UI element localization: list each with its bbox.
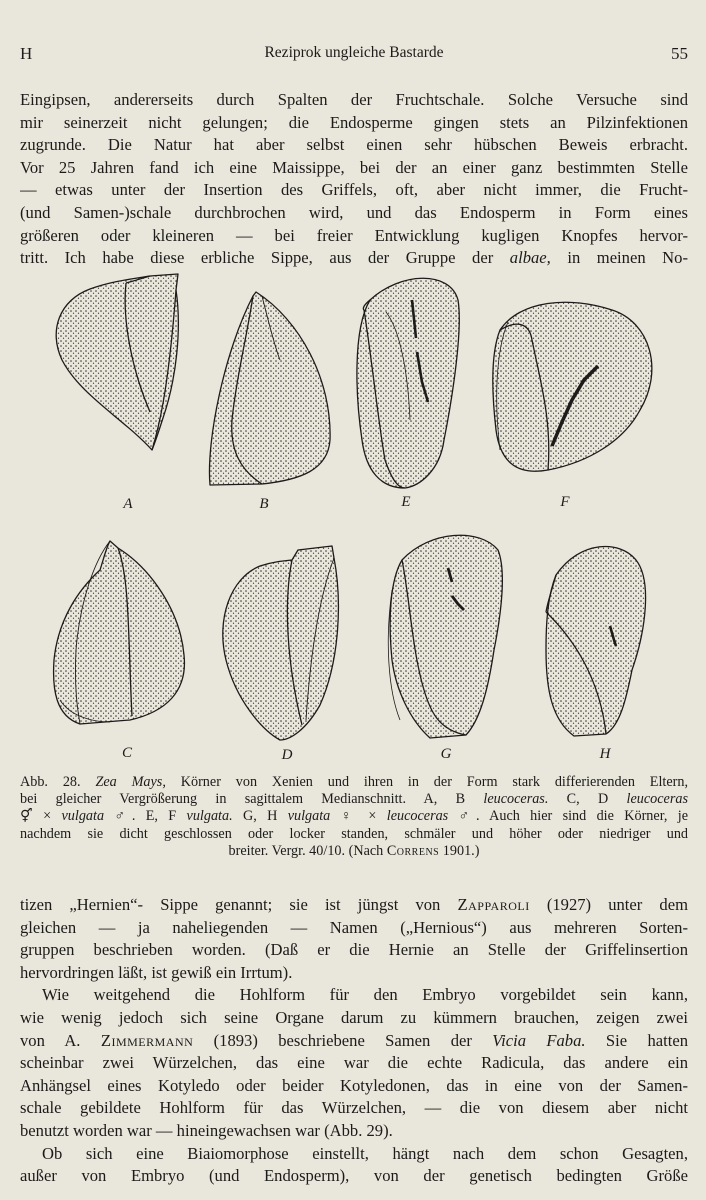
kernel-drawing-b xyxy=(209,292,330,485)
running-title: Reziprok ungleiche Bastarde xyxy=(264,44,444,61)
text-line: benutzt worden war — hineingewachsen war (Abb. 29). xyxy=(20,1120,393,1140)
caption-line: Abb. 28. Zea Mays, Körner von Xenien und ihren in der Form stark differierenden Eltern, xyxy=(20,774,688,790)
figure-caption xyxy=(20,774,688,860)
text-line: zugrunde. Die Natur hat aber selbst einen sehr hübschen Beweis erbracht. xyxy=(20,135,688,155)
text-line: Wie weitgehend die Hohlform für den Embryo vorgebildet sein kann, xyxy=(42,985,688,1005)
page-number: 55 xyxy=(671,44,688,63)
kernel-drawing-d xyxy=(223,546,339,740)
running-header xyxy=(20,44,688,70)
text-line: hervordringen läßt, ist gewiß ein Irrtum). xyxy=(20,962,293,982)
figure-label: G xyxy=(440,746,452,762)
text-line: gruppen beschrieben worden. (Daß er die Hernie an Stelle der Griffelinsertion xyxy=(20,940,688,960)
text-line: außer von Embryo (und Endosperm), von der genetisch bedingten Größe xyxy=(20,1166,688,1186)
caption-line: nachdem sie dicht geschlossen oder locker standen, schmäler und höher oder niedriger und xyxy=(20,825,688,842)
caption-line: ⚥ × vulgata ♂. E, F vulgata. G, H vulgata ♀ × leucoceras ♂. Auch hier sind die Körner, je xyxy=(20,808,688,825)
text-line: wie wenig jedoch sich seine Organe darum zu kümmern brauchen, zeigen zwei xyxy=(20,1007,688,1027)
kernel-drawing-h xyxy=(546,546,646,736)
text-line: gleichen — ja naheliegenden — Namen („Hernious“) aus mehreren Sorten- xyxy=(20,917,688,937)
text-line: Vor 25 Jahren fand ich eine Maissippe, bei der an einer ganz bestimmten Stelle xyxy=(20,157,688,177)
bottom-text xyxy=(20,894,688,1188)
text-line: — etwas unter der Insertion des Griffels, oft, aber nicht immer, die Frucht- xyxy=(20,180,688,200)
figure-label: E xyxy=(401,494,411,510)
text-line: tritt. Ich habe diese erbliche Sippe, aus der Gruppe der albae, in meinen No- xyxy=(20,248,688,268)
text-line: Ob sich eine Biaiomorphose einstellt, hängt nach dem schon Gesagten, xyxy=(42,1143,688,1163)
kernel-drawing-a xyxy=(56,274,178,450)
figure-label: A xyxy=(123,496,133,512)
top-paragraph xyxy=(20,89,688,270)
kernel-drawing-e xyxy=(357,278,459,488)
caption-line: bei gleicher Vergrößerung in sagittalem Medianschnitt. A, B leucoceras. C, D leucoceras xyxy=(20,791,688,808)
text-line: scheinbar zwei Würzelchen, das eine war die echte Radicula, das andere ein xyxy=(20,1053,688,1073)
text-line: tizen „Hernien“- Sippe genannt; sie ist jüngst von Zapparoli (1927) unter dem xyxy=(20,895,688,914)
text-line: (und Samen-)schale durchbrochen wird, und das Endosperm in Form eines xyxy=(20,202,688,222)
text-line: größeren oder kleineren — bei freier Entwicklung kugligen Knopfes hervor- xyxy=(20,225,688,245)
text-line: Anhängsel eines Kotyledo oder beider Kotyledonen, das in eine von der Samen- xyxy=(20,1075,688,1095)
kernel-drawing-g xyxy=(388,535,502,738)
kernel-drawing-f xyxy=(493,302,652,471)
caption-line: breiter. Vergr. 40/10. (Nach Correns 1901.) xyxy=(228,842,480,859)
kernel-drawing-c xyxy=(54,541,185,724)
text-line: Eingipsen, andererseits durch Spalten der Fruchtschale. Solche Versuche sind xyxy=(20,90,688,109)
figure-label: F xyxy=(560,494,570,510)
text-line: schale gebildete Hohlform für das Würzelchen, — die von diesem aber nicht xyxy=(20,1098,688,1118)
figure-label: C xyxy=(121,745,132,761)
section-letter: H xyxy=(20,44,33,63)
text-line: mir seinerzeit nicht gelungen; die Endosperme gingen stets an Pilzinfektionen xyxy=(20,112,688,132)
text-line: von A. Zimmermann (1893) beschriebene Samen der Vicia Faba. Sie hatten xyxy=(20,1030,688,1050)
figure-label: H xyxy=(599,746,611,762)
figure-label: D xyxy=(281,747,293,763)
figure-label: B xyxy=(259,496,269,512)
